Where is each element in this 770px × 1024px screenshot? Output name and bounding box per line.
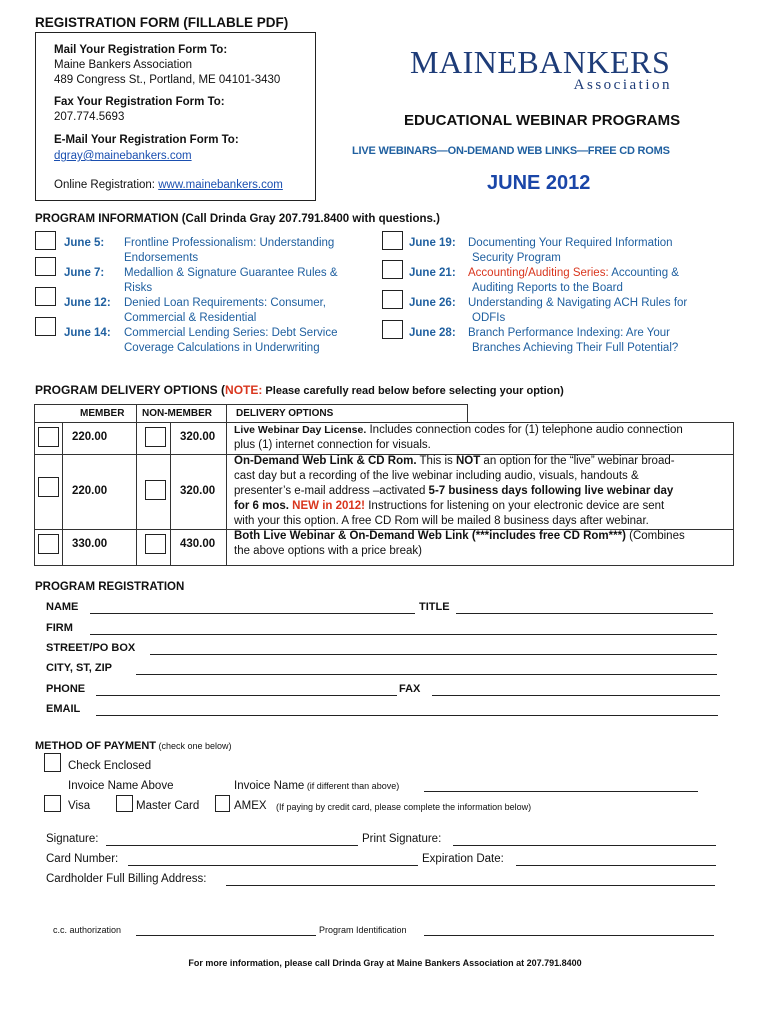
- online-registration: [54, 179, 283, 191]
- delivery-heading-post: Please carefully read below before selecting your option): [262, 385, 564, 397]
- program-title: Documenting Your Required Information: [468, 237, 673, 249]
- payment-heading-text: METHOD OF PAYMENT: [35, 740, 157, 752]
- header-divider: [136, 404, 137, 422]
- nonmember-price: 320.00: [180, 431, 216, 443]
- online-label: Online Registration:: [54, 179, 159, 191]
- fax-field[interactable]: [432, 695, 720, 696]
- delivery-option-text: [234, 424, 683, 436]
- program-title-text: Debt Service: [268, 327, 338, 339]
- option-text: (Combines: [625, 530, 685, 542]
- delivery-option-text: [234, 455, 675, 467]
- logo-association: Association: [573, 77, 672, 93]
- program-title: Denied Loan Requirements: Consumer,: [124, 297, 327, 309]
- program-title: Medallion & Signature Guarantee Rules &: [124, 267, 338, 279]
- street-field[interactable]: [150, 654, 717, 655]
- program-id-field[interactable]: [424, 935, 714, 936]
- fax-heading: Fax Your Registration Form To:: [54, 96, 225, 108]
- logo-word-maine: MAINE: [410, 44, 518, 80]
- program-checkbox[interactable]: [35, 287, 56, 306]
- firm-field[interactable]: [90, 634, 717, 635]
- delivery-option-text: with your this option. A free CD Rom will be mailed 8 business days after webinar.: [234, 515, 649, 527]
- expiration-label: Expiration Date:: [422, 853, 504, 865]
- delivery-heading-pre: PROGRAM DELIVERY OPTIONS (: [35, 383, 226, 397]
- footer-info: For more information, please call Drinda Gray at Maine Bankers Association at 207.791.8400: [188, 958, 582, 968]
- fax-label: FAX: [399, 683, 421, 695]
- program-date: June 28:: [409, 327, 456, 339]
- program-title-cont: Security Program: [472, 252, 561, 264]
- delivery-heading: [35, 383, 564, 397]
- cc-note: (If paying by credit card, please complete the information below): [276, 802, 532, 812]
- nonmember-checkbox[interactable]: [145, 534, 166, 554]
- signature-label: Signature:: [46, 833, 99, 845]
- delivery-option-text: [234, 530, 685, 542]
- phone-label: PHONE: [46, 683, 86, 695]
- online-url-link[interactable]: www.mainebankers.com: [158, 179, 283, 191]
- option-new: NEW in 2012!: [288, 500, 366, 512]
- invoice-above-label: Invoice Name Above: [68, 780, 174, 792]
- program-title-cont: Branches Achieving Their Full Potential?: [472, 342, 679, 354]
- mastercard-label: Master Card: [136, 800, 200, 812]
- logo-wordmark: [410, 43, 672, 81]
- option-bold: for 6 mos.: [234, 500, 289, 512]
- option-bold: Live Webinar Day License.: [234, 424, 367, 436]
- program-date: June 7:: [64, 267, 105, 279]
- program-checkbox[interactable]: [35, 257, 56, 276]
- mail-line2: 489 Congress St., Portland, ME 04101-3430: [54, 74, 281, 86]
- nonmember-checkbox[interactable]: [145, 480, 166, 500]
- table-divider: [226, 422, 227, 566]
- nonmember-price: 430.00: [180, 538, 216, 550]
- mail-heading: Mail Your Registration Form To:: [54, 44, 228, 56]
- program-info-heading: PROGRAM INFORMATION (Call Drinda Gray 207.791.8400 with questions.): [35, 213, 440, 225]
- check-enclosed-label: Check Enclosed: [68, 760, 152, 772]
- member-price: 220.00: [72, 431, 108, 443]
- title-field[interactable]: [456, 613, 713, 614]
- expiration-field[interactable]: [516, 865, 716, 866]
- title-label: TITLE: [419, 601, 450, 613]
- contact-box: [35, 32, 316, 201]
- program-title-cont: Coverage Calculations in Underwriting: [124, 342, 320, 354]
- program-title: [468, 267, 679, 279]
- header-divider: [226, 404, 227, 422]
- print-signature-label: Print Signature:: [362, 833, 442, 845]
- option-text: This is: [416, 455, 456, 467]
- delivery-option-text: [234, 500, 664, 512]
- street-label: STREET/PO BOX: [46, 642, 136, 654]
- option-bold: On-Demand Web Link & CD Rom.: [234, 455, 417, 467]
- cc-authorization-field[interactable]: [136, 935, 316, 936]
- delivery-note: NOTE:: [225, 383, 263, 397]
- delivery-option-text: plus (1) internet connection for visuals.: [234, 439, 431, 451]
- invoice-name-text: Invoice Name: [234, 780, 305, 792]
- col-member: MEMBER: [80, 408, 125, 419]
- program-title-cont: Auditing Reports to the Board: [472, 282, 623, 294]
- option-text: presenter’s e-mail address –activated: [234, 485, 429, 497]
- phone-field[interactable]: [96, 695, 397, 696]
- program-title: Understanding & Navigating ACH Rules for: [468, 297, 688, 309]
- member-checkbox[interactable]: [38, 477, 59, 497]
- program-checkbox[interactable]: [382, 231, 403, 250]
- series-label: Accounting/Auditing Series:: [468, 267, 609, 279]
- mail-line1: Maine Bankers Association: [54, 59, 193, 71]
- firm-label: FIRM: [46, 622, 73, 634]
- program-date: June 19:: [409, 237, 456, 249]
- delivery-option-text: [234, 485, 673, 497]
- payment-heading-note: (check one below): [156, 741, 232, 751]
- program-title-cont: Endorsements: [124, 252, 199, 264]
- nonmember-checkbox[interactable]: [145, 427, 166, 447]
- option-text: Instructions for listening on your electronic device are sent: [365, 500, 665, 512]
- program-title: Frontline Professionalism: Understanding: [124, 237, 335, 249]
- header-subtitle: LIVE WEBINARS—ON-DEMAND WEB LINKS—FREE CD ROMS: [352, 145, 670, 157]
- program-title-cont: Commercial & Residential: [124, 312, 257, 324]
- member-checkbox[interactable]: [38, 534, 59, 554]
- program-date: June 26:: [409, 297, 456, 309]
- check-enclosed-checkbox[interactable]: [44, 753, 61, 772]
- card-number-label: Card Number:: [46, 853, 119, 865]
- amex-checkbox[interactable]: [215, 795, 230, 812]
- program-checkbox[interactable]: [35, 231, 56, 250]
- col-nonmember: NON-MEMBER: [142, 408, 212, 419]
- amex-label: AMEX: [234, 800, 267, 812]
- registration-heading: PROGRAM REGISTRATION: [35, 581, 185, 593]
- header-month: JUNE 2012: [487, 172, 591, 194]
- city-label: CITY, ST, ZIP: [46, 662, 113, 674]
- nonmember-price: 320.00: [180, 485, 216, 497]
- email-heading: E-Mail Your Registration Form To:: [54, 134, 239, 146]
- fax-number: 207.774.5693: [54, 111, 125, 123]
- col-options: DELIVERY OPTIONS: [236, 408, 334, 419]
- program-checkbox[interactable]: [382, 260, 403, 279]
- program-checkbox[interactable]: [382, 290, 403, 309]
- print-signature-field[interactable]: [453, 845, 716, 846]
- series-label: Commercial Lending Series:: [124, 327, 269, 339]
- invoice-name-note: (if different than above): [304, 781, 400, 791]
- maine-bankers-logo: [410, 43, 672, 98]
- program-title: [124, 327, 337, 339]
- table-divider: [62, 422, 63, 566]
- email-link[interactable]: dgray@mainebankers.com: [54, 150, 192, 162]
- city-field[interactable]: [136, 674, 717, 675]
- table-divider: [136, 422, 137, 566]
- option-bold: 5-7 business days following live webinar day: [428, 485, 674, 497]
- billing-label: Cardholder Full Billing Address:: [46, 873, 207, 885]
- signature-field[interactable]: [106, 845, 358, 846]
- program-date: June 21:: [409, 267, 456, 279]
- visa-label: Visa: [68, 800, 91, 812]
- table-divider: [170, 422, 171, 566]
- logo-word-bankers: BANKERS: [517, 44, 671, 80]
- option-text: Includes connection codes for (1) telephone audio connection: [366, 424, 683, 436]
- program-date: June 14:: [64, 327, 111, 339]
- cc-authorization-label: c.c. authorization: [53, 925, 122, 935]
- member-price: 330.00: [72, 538, 108, 550]
- name-label: NAME: [46, 601, 79, 613]
- program-checkbox[interactable]: [382, 320, 403, 339]
- member-checkbox[interactable]: [38, 427, 59, 447]
- program-title-text: Accounting &: [608, 267, 679, 279]
- header-title: EDUCATIONAL WEBINAR PROGRAMS: [404, 112, 681, 129]
- card-number-field[interactable]: [128, 865, 418, 866]
- option-text: an option for the “live” webinar broad-: [480, 455, 675, 467]
- delivery-option-text: the above options with a price break): [234, 545, 422, 557]
- program-id-label: Program Identification: [319, 925, 407, 935]
- name-field[interactable]: [90, 613, 415, 614]
- option-not: NOT: [455, 455, 481, 467]
- mastercard-checkbox[interactable]: [116, 795, 133, 812]
- delivery-option-text: cast day but a recording of the live webinar including audio, visuals, handouts &: [234, 470, 639, 482]
- email-field[interactable]: [96, 715, 718, 716]
- program-title: Branch Performance Indexing: Are Your: [468, 327, 671, 339]
- program-title-cont: Risks: [124, 282, 153, 294]
- payment-heading: [35, 740, 232, 752]
- program-date: June 12:: [64, 297, 111, 309]
- option-bold: Both Live Webinar & On-Demand Web Link (***includes free CD Rom***): [234, 530, 626, 542]
- email-label: EMAIL: [46, 703, 81, 715]
- program-date: June 5:: [64, 237, 105, 249]
- invoice-name-field[interactable]: [424, 791, 698, 792]
- visa-checkbox[interactable]: [44, 795, 61, 812]
- member-price: 220.00: [72, 485, 108, 497]
- form-title: REGISTRATION FORM (FILLABLE PDF): [35, 15, 289, 30]
- program-checkbox[interactable]: [35, 317, 56, 336]
- program-title-cont: ODFIs: [472, 312, 506, 324]
- billing-field[interactable]: [226, 885, 715, 886]
- invoice-name-label: [234, 780, 399, 792]
